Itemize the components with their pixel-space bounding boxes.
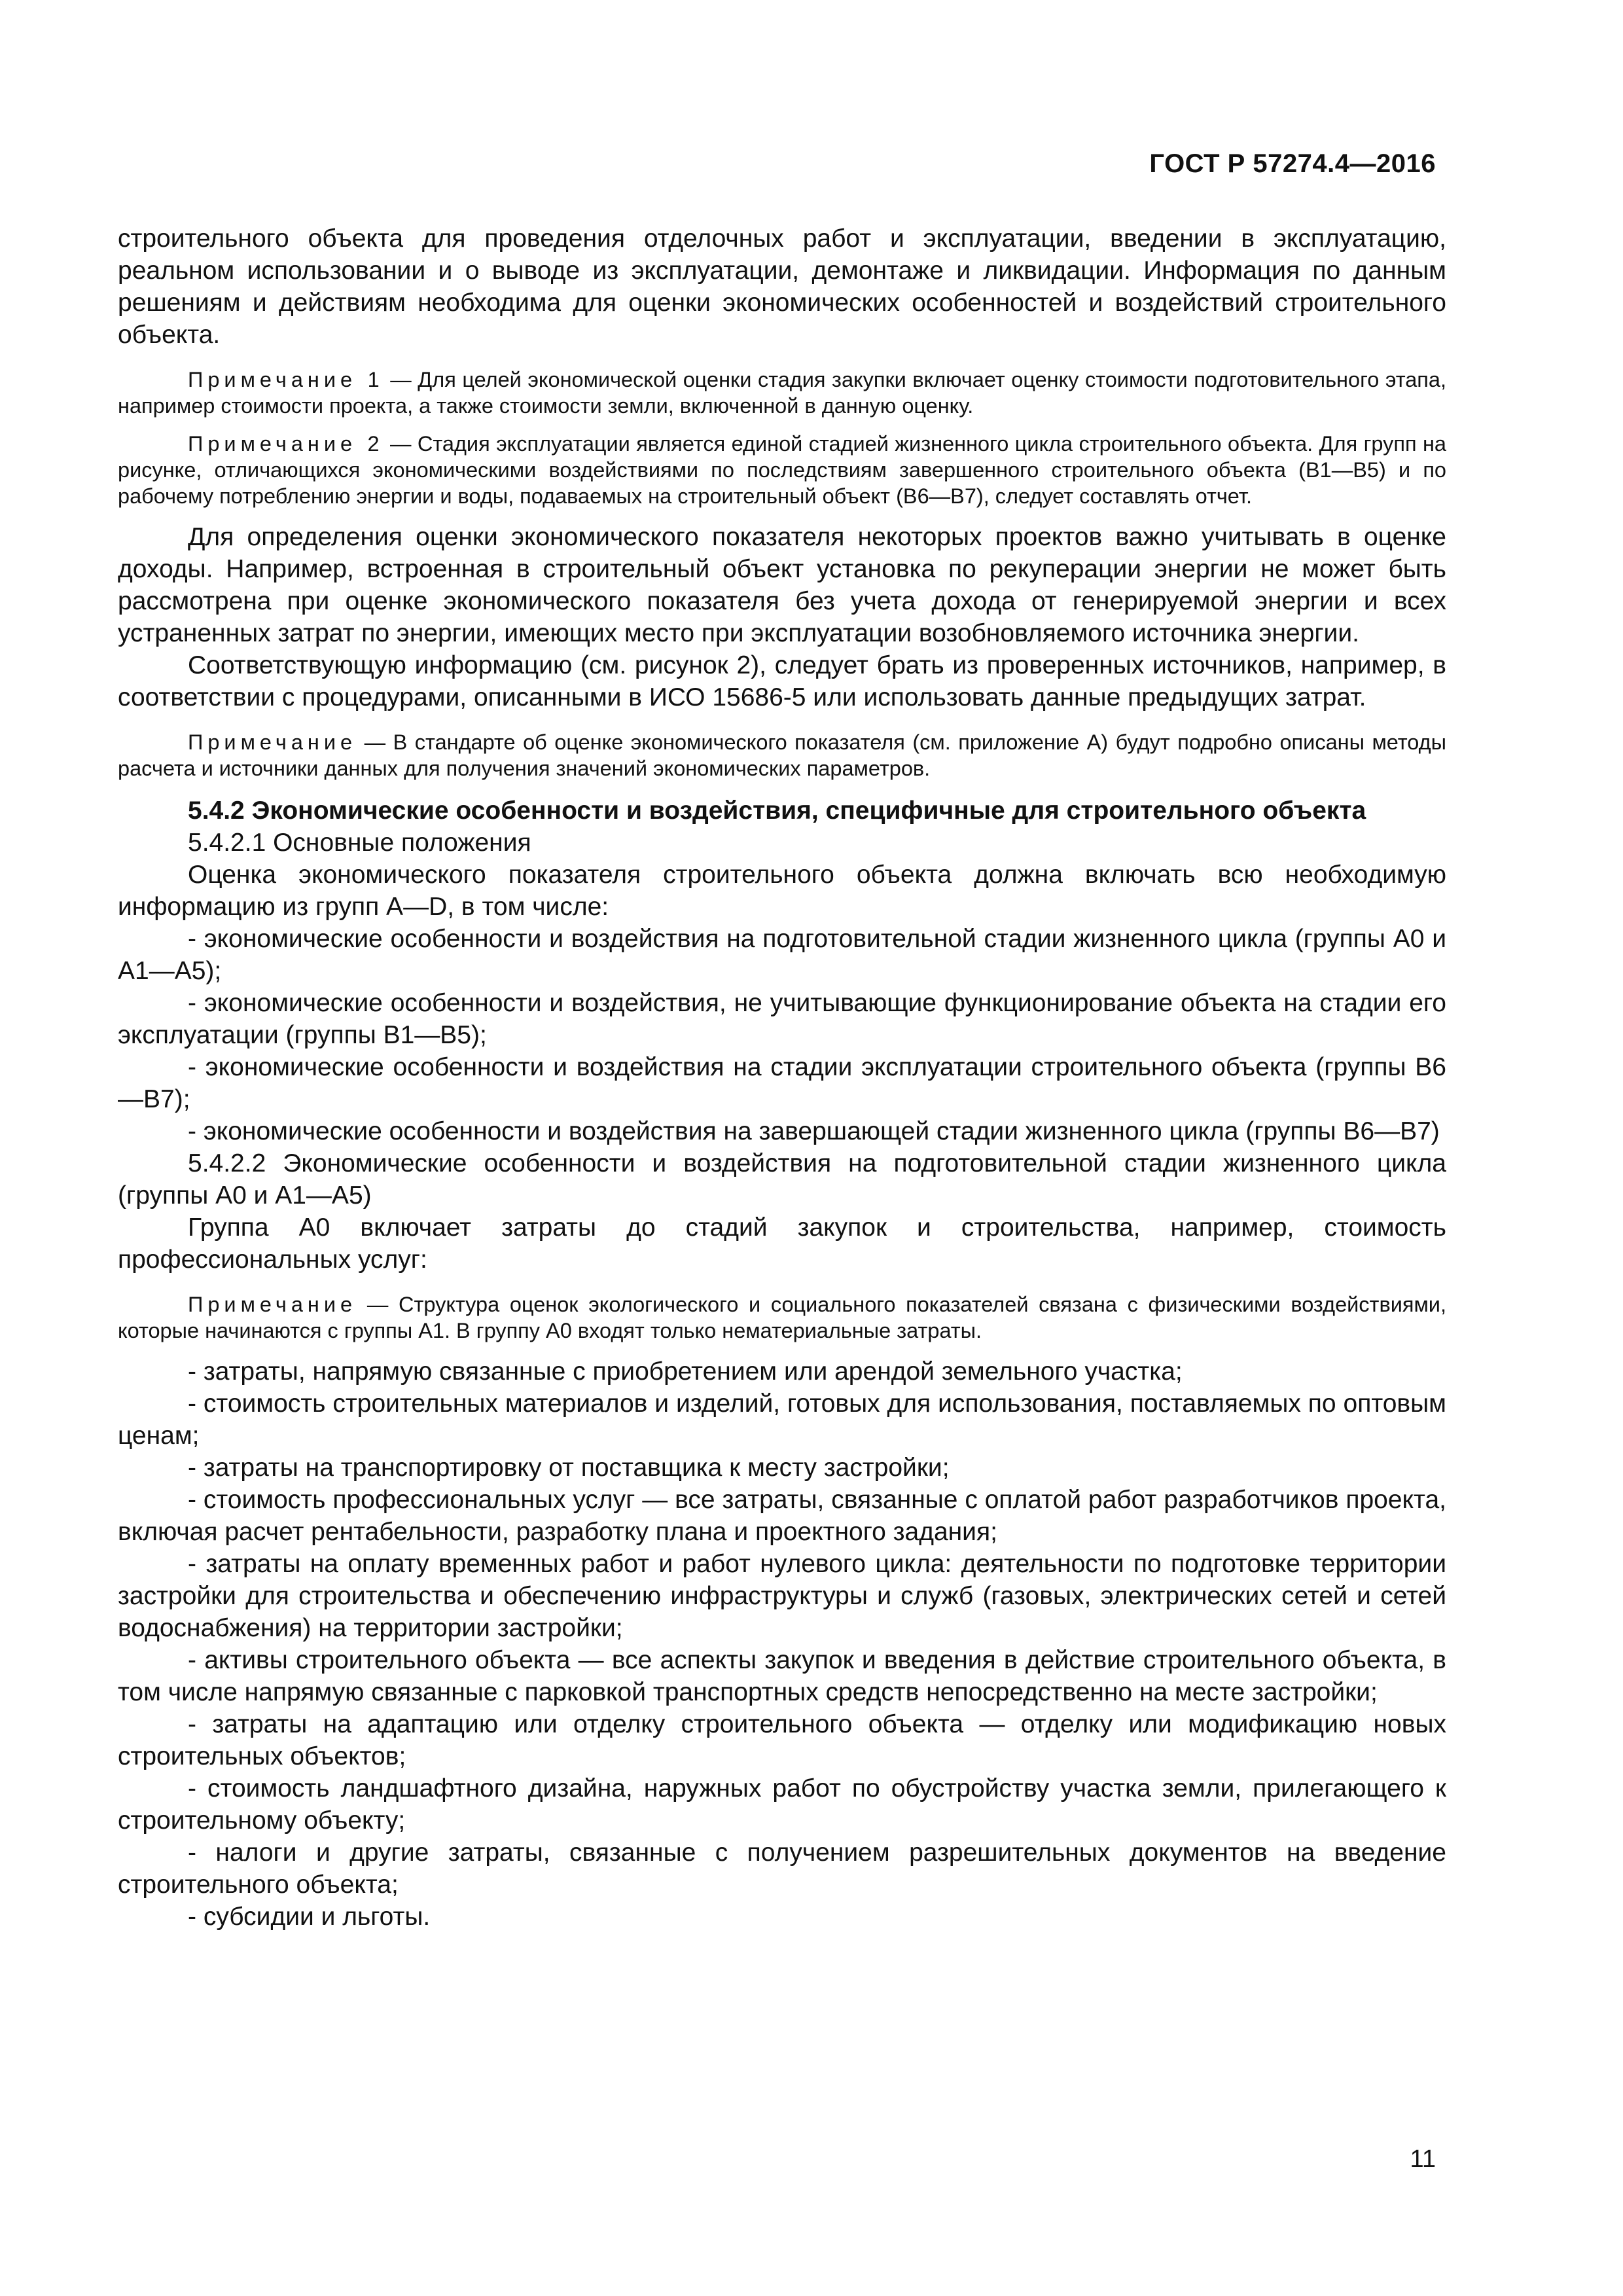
note-text: — Стадия эксплуатации является единой стадией жизненного цикла строительного объекта. Для групп на рисунке, отличающихся экономическими воздействиями по последствиям завершенного строительного объекта (B1—B5) и по рабочему потреблению энергии и воды, подаваемых на строительный объект (B6—B7), следует составлять отчет.	[118, 432, 1447, 508]
section-heading: 5.4.2 Экономические особенности и воздействия, специфичные для строительного объекта	[188, 797, 1366, 825]
list-item: - затраты на транспортировку от поставщика к месту застройки;	[188, 1454, 950, 1482]
subsection-heading: 5.4.2.2 Экономические особенности и воздействия на подготовительной стадии жизненного цикла (группы A0 и A1—A5)	[118, 1149, 1446, 1210]
paragraph: строительного объекта для проведения отделочных работ и эксплуатации, введении в эксплуатацию, реальном использовании и о выводе из эксплуатации, демонтаже и ликвидации. Информация по данным решениям и действиям необходима для оценки экономических особенностей и воздействий строительного объекта.	[118, 224, 1446, 349]
list-item: - экономические особенности и воздействия на подготовительной стадии жизненного цикла (группы A0 и A1—A5);	[118, 925, 1446, 985]
list-item: - затраты на оплату временных работ и работ нулевого цикла: деятельности по подготовке территории застройки для строительства и обеспечению инфраструктуры и служб (газовых, электрических сетей и сетей водоснабжения) на территории застройки;	[118, 1550, 1446, 1642]
note-label: Примечание 2	[188, 432, 384, 456]
note-1	[118, 367, 1446, 419]
list-item: - экономические особенности и воздействия на стадии эксплуатации строительного объекта (группы B6—B7);	[118, 1053, 1446, 1113]
note-label: Примечание	[188, 730, 357, 754]
note-text: — В стандарте об оценке экономического показателя (см. приложение А) будут подробно описаны методы расчета и источники данных для получения значений экономических параметров.	[118, 730, 1446, 780]
list-item: - стоимость профессиональных услуг — все затраты, связанные с оплатой работ разработчиков проекта, включая расчет рентабельности, разработку плана и проектного задания;	[118, 1486, 1446, 1546]
list-item: - затраты, напрямую связанные с приобретением или арендой земельного участка;	[188, 1357, 1183, 1386]
note-text: — Структура оценок экологического и социального показателей связана с физическими воздействиями, которые начинаются с группы A1. В группу A0 входят только нематериальные затраты.	[118, 1293, 1446, 1342]
document-body	[118, 223, 1446, 1933]
note-text: — Для целей экономической оценки стадия закупки включает оценку стоимости подготовительного этапа, например стоимости проекта, а также стоимости земли, включенной в данную оценку.	[118, 368, 1446, 418]
page-number: 11	[1410, 2145, 1436, 2173]
note-label: Примечание 1	[188, 368, 384, 391]
paragraph: Оценка экономического показателя строительного объекта должна включать всю необходимую информацию из групп A—D, в том числе:	[118, 861, 1446, 921]
list-item: - затраты на адаптацию или отделку строительного объекта — отделку или модификацию новых строительных объектов;	[118, 1710, 1446, 1770]
note-label: Примечание	[188, 1293, 357, 1316]
note-2	[118, 431, 1446, 509]
note-3	[118, 729, 1446, 781]
list-item: - стоимость ландшафтного дизайна, наружных работ по обустройству участка земли, прилегающего к строительному объекту;	[118, 1774, 1446, 1835]
list-item: - субсидии и льготы.	[188, 1903, 431, 1931]
document-code: ГОСТ Р 57274.4—2016	[1149, 149, 1436, 178]
list-item: - налоги и другие затраты, связанные с получением разрешительных документов на введение строительного объекта;	[118, 1839, 1446, 1899]
list-item: - экономические особенности и воздействия на завершающей стадии жизненного цикла (группы B6—B7)	[188, 1117, 1440, 1145]
subsection-heading: 5.4.2.1 Основные положения	[188, 829, 531, 857]
note-4	[118, 1291, 1446, 1344]
list-item: - активы строительного объекта — все аспекты закупок и введения в действие строительного объекта, в том числе напрямую связанные с парковкой транспортных средств непосредственно на месте застройки;	[118, 1646, 1446, 1706]
paragraph: Соответствующую информацию (см. рисунок 2), следует брать из проверенных источников, например, в соответствии с процедурами, описанными в ИСО 15686-5 или использовать данные предыдущих затрат.	[118, 651, 1446, 711]
list-item: - экономические особенности и воздействия, не учитывающие функционирование объекта на стадии его эксплуатации (группы B1—B5);	[118, 989, 1446, 1049]
paragraph: Группа A0 включает затраты до стадий закупок и строительства, например, стоимость профессиональных услуг:	[118, 1213, 1446, 1274]
paragraph: Для определения оценки экономического показателя некоторых проектов важно учитывать в оценке доходы. Например, встроенная в строительный объект установка по рекуперации энергии не может быть рассмотрена при оценке экономического показателя без учета дохода от генерируемой энергии и всех устраненных затрат по энергии, имеющих место при эксплуатации возобновляемого источника энергии.	[118, 523, 1446, 647]
list-item: - стоимость строительных материалов и изделий, готовых для использования, поставляемых по оптовым ценам;	[118, 1390, 1446, 1450]
